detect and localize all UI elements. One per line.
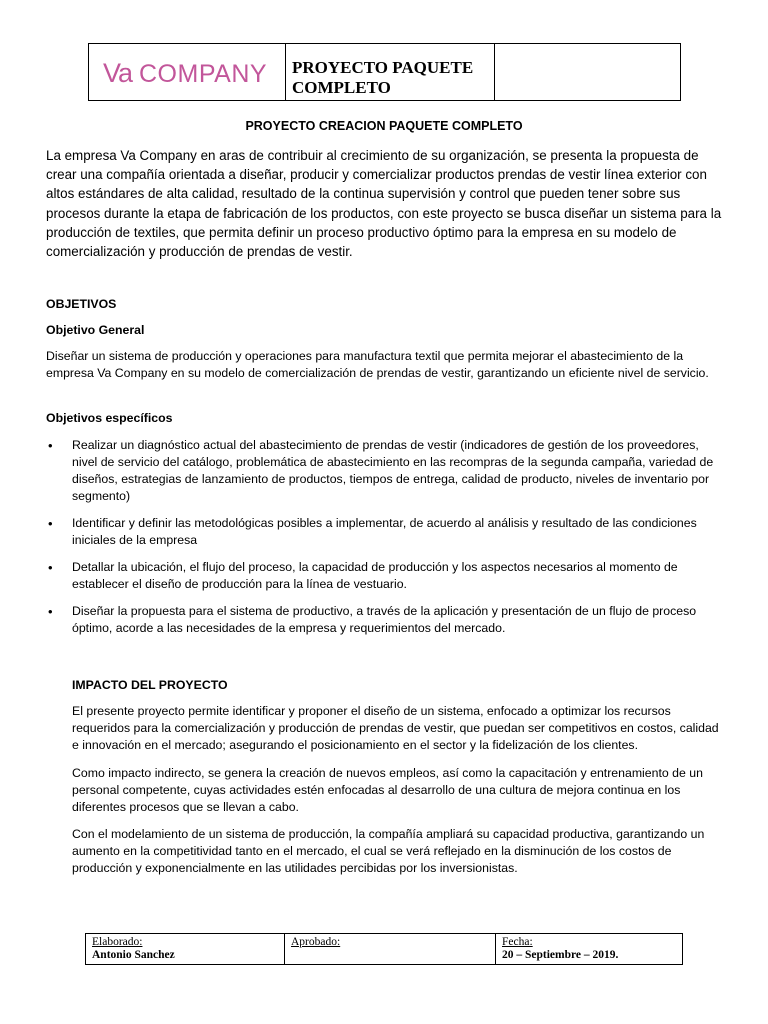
bullet-icon: •	[48, 438, 53, 453]
header-title	[286, 44, 495, 100]
aprobado-label: Aprobado:	[291, 936, 341, 948]
bullet-icon: •	[48, 560, 53, 575]
logo-va-text: Va	[103, 58, 133, 88]
elaborado-label: Elaborado:	[92, 936, 143, 948]
list-item	[46, 603, 724, 637]
list-item	[46, 515, 724, 549]
header-title-line1: PROYECTO PAQUETE	[292, 58, 474, 77]
logo-company-text: COMPANY	[139, 60, 268, 88]
logo-cell	[89, 44, 286, 100]
list-item-text: Identificar y definir las metodológicas posibles a implementar, de acuerdo al análisis y resultado de las condiciones iniciales de la empresa	[72, 516, 697, 547]
list-item-text: Detallar la ubicación, el flujo del proceso, la capacidad de producción y los aspectos necesarios al momento de establecer el diseño de producción para la línea de vestuario.	[72, 560, 678, 591]
list-item	[46, 437, 724, 505]
elaborado-value: Antonio Sanchez	[92, 949, 175, 961]
bullet-icon: •	[48, 604, 53, 619]
header-title-line2: COMPLETO	[292, 78, 391, 97]
specific-objectives-list	[46, 437, 724, 647]
va-company-logo	[103, 55, 271, 89]
impact-paragraph-1: El presente proyecto permite identificar y proponer el diseño de un sistema, enfocado a optimizar los recursos requeridos para la comercialización y producción de prendas de vestir, que puedan ser competitivos en costos, calidad e innovación en el mercado; asegurando el posicionamiento en el sector y la fidelización de los clientes.	[72, 704, 719, 752]
footer-fecha-cell	[495, 934, 682, 964]
list-item-text: Realizar un diagnóstico actual del abastecimiento de prendas de vestir (indicadores de gestión de los proveedores, nivel de servicio del catálogo, problemática de abastecimiento en las recompras de la segunda campaña, variedad de diseños, estrategias de lanzamiento de productos, tiempos de entrega, calidad de producto, niveles de inventario por segmento)	[72, 438, 714, 503]
footer-aprobado-cell	[284, 934, 495, 964]
impact-paragraph-2: Como impacto indirecto, se genera la creación de nuevos empleos, así como la capacitación y entrenamiento de un personal competente, cuyas actividades estén enfocadas al desarrollo de una cultura de mejora continua en los diferentes procesos que se llevan a cabo.	[72, 766, 703, 814]
footer-elaborado-cell	[86, 934, 284, 964]
list-item-text: Diseñar la propuesta para el sistema de productivo, a través de la aplicación y presentación de un flujo de proceso óptimo, acorde a las necesidades de la empresa y requerimientos del mercado.	[72, 604, 697, 635]
header-table	[88, 43, 681, 101]
general-objective-title: Objetivo General	[46, 323, 145, 337]
header-empty-cell	[495, 44, 680, 100]
general-objective-text: Diseñar un sistema de producción y operaciones para manufactura textil que permita mejorar el abastecimiento de la empresa Va Company en su modelo de comercialización de prendas de vestir, garantizando un eficiente nivel de servicio.	[46, 349, 709, 380]
intro-paragraph: La empresa Va Company en aras de contribuir al crecimiento de su organización, se presenta la propuesta de crear una compañía orientada a diseñar, producir y comercializar productos prendas de vestir línea exterior con altos estándares de alta calidad, resultado de la continua supervisión y control que pueden tener sobre sus procesos durante la etapa de fabricación de los productos, con este proyecto se busca diseñar un sistema para la producción de textiles, que permita definir un proceso productivo óptimo para la empresa en su modelo de comercialización y producción de prendas de vestir.	[46, 148, 722, 260]
footer-table	[85, 933, 683, 965]
impact-title: IMPACTO DEL PROYECTO	[72, 678, 228, 692]
impact-paragraph-3: Con el modelamiento de un sistema de producción, la compañía ampliará su capacidad productiva, garantizando un aumento en la competitividad tanto en el mercado, el cual se verá reflejado en la disminución de los costos de producción y exponencialmente en las utilidades percibidas por los inversionistas.	[72, 827, 705, 875]
fecha-label: Fecha:	[502, 936, 533, 948]
fecha-value: 20 – Septiembre – 2019.	[502, 949, 619, 961]
document-heading: PROYECTO CREACION PAQUETE COMPLETO	[245, 119, 523, 133]
bullet-icon: •	[48, 516, 53, 531]
objectives-title: OBJETIVOS	[46, 297, 117, 311]
specific-objectives-title: Objetivos específicos	[46, 411, 173, 425]
list-item	[46, 559, 724, 593]
